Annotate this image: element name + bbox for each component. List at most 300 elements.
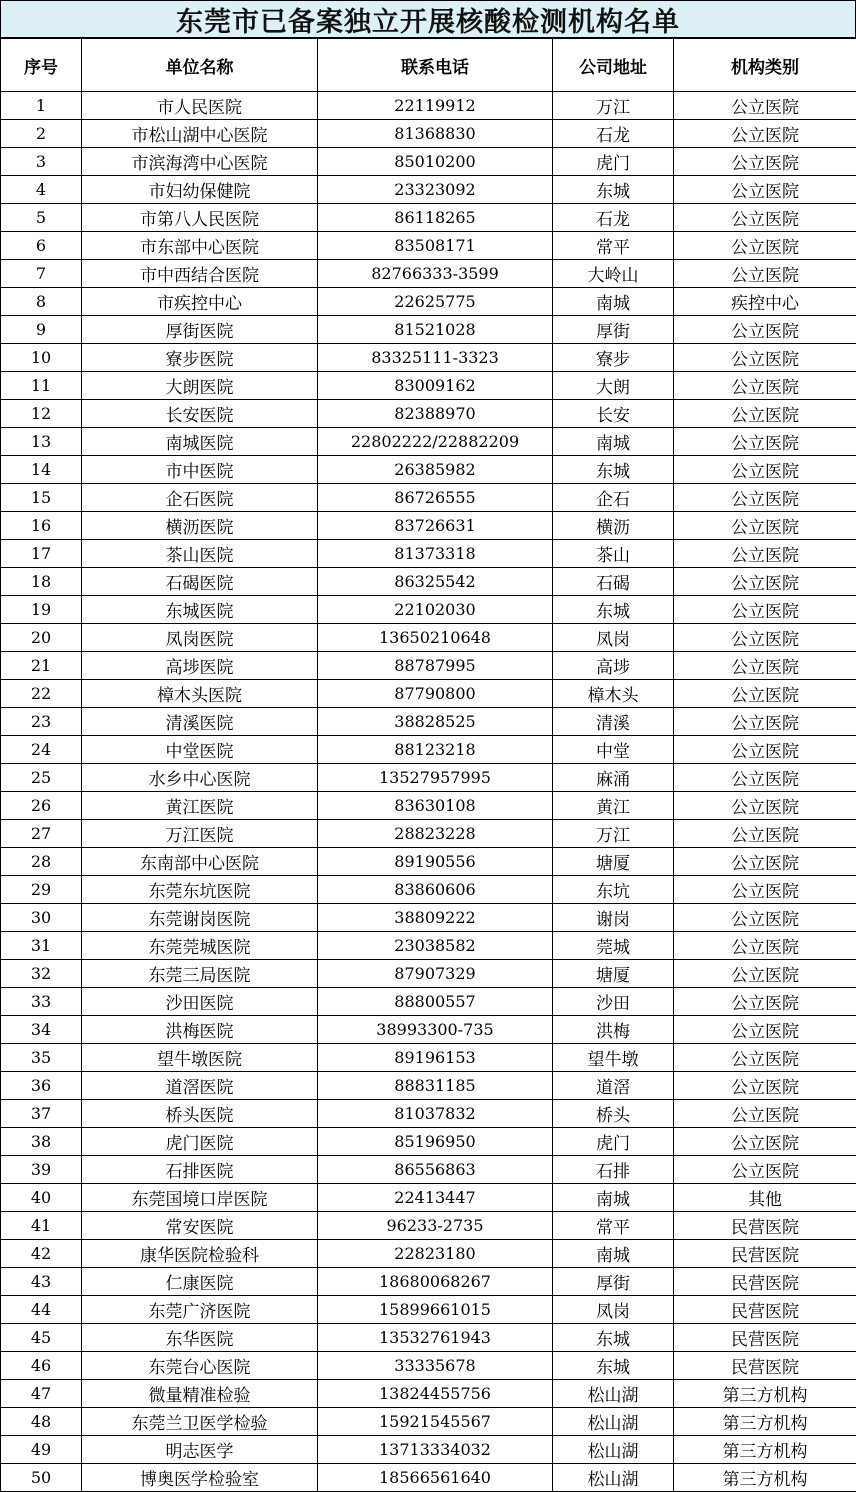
cell-index: 29 — [1, 876, 82, 904]
table-row — [1, 820, 856, 848]
cell-unit-name: 东莞三局医院 — [82, 960, 318, 988]
cell-category: 公立医院 — [674, 1100, 856, 1128]
cell-index: 35 — [1, 1044, 82, 1072]
cell-address: 茶山 — [553, 540, 674, 568]
cell-category: 第三方机构 — [674, 1380, 856, 1408]
cell-unit-name: 博奥医学检验室 — [82, 1464, 318, 1492]
table-row — [1, 92, 856, 120]
table-row — [1, 1464, 856, 1492]
cell-address: 石龙 — [553, 204, 674, 232]
cell-unit-name: 石排医院 — [82, 1156, 318, 1184]
page-title: 东莞市已备案独立开展核酸检测机构名单 — [0, 0, 856, 38]
cell-phone: 23038582 — [318, 932, 553, 960]
cell-index: 6 — [1, 232, 82, 260]
cell-unit-name: 樟木头医院 — [82, 680, 318, 708]
cell-phone: 38993300-735 — [318, 1016, 553, 1044]
cell-phone: 28823228 — [318, 820, 553, 848]
cell-unit-name: 市第八人民医院 — [82, 204, 318, 232]
cell-index: 24 — [1, 736, 82, 764]
cell-phone: 33335678 — [318, 1352, 553, 1380]
cell-unit-name: 水乡中心医院 — [82, 764, 318, 792]
cell-address: 长安 — [553, 400, 674, 428]
cell-index: 8 — [1, 288, 82, 316]
cell-address: 大岭山 — [553, 260, 674, 288]
cell-phone: 22802222/22882209 — [318, 428, 553, 456]
table-row — [1, 176, 856, 204]
cell-category: 公立医院 — [674, 1072, 856, 1100]
cell-index: 32 — [1, 960, 82, 988]
cell-phone: 88800557 — [318, 988, 553, 1016]
cell-address: 东城 — [553, 596, 674, 624]
cell-unit-name: 沙田医院 — [82, 988, 318, 1016]
table-row — [1, 596, 856, 624]
table-row — [1, 652, 856, 680]
cell-address: 道滘 — [553, 1072, 674, 1100]
cell-phone: 22413447 — [318, 1184, 553, 1212]
cell-category: 公立医院 — [674, 484, 856, 512]
cell-address: 松山湖 — [553, 1408, 674, 1436]
table-row — [1, 372, 856, 400]
cell-address: 大朗 — [553, 372, 674, 400]
cell-category: 公立医院 — [674, 92, 856, 120]
cell-unit-name: 康华医院检验科 — [82, 1240, 318, 1268]
cell-unit-name: 市人民医院 — [82, 92, 318, 120]
cell-phone: 89196153 — [318, 1044, 553, 1072]
cell-category: 公立医院 — [674, 1156, 856, 1184]
table-row — [1, 1044, 856, 1072]
cell-category: 公立医院 — [674, 848, 856, 876]
cell-index: 4 — [1, 176, 82, 204]
cell-phone: 83630108 — [318, 792, 553, 820]
cell-address: 石龙 — [553, 120, 674, 148]
cell-index: 44 — [1, 1296, 82, 1324]
cell-address: 石碣 — [553, 568, 674, 596]
cell-address: 麻涌 — [553, 764, 674, 792]
cell-index: 38 — [1, 1128, 82, 1156]
cell-phone: 88787995 — [318, 652, 553, 680]
table-row — [1, 1212, 856, 1240]
cell-category: 公立医院 — [674, 372, 856, 400]
cell-unit-name: 东莞兰卫医学检验 — [82, 1408, 318, 1436]
cell-address: 谢岗 — [553, 904, 674, 932]
cell-phone: 86726555 — [318, 484, 553, 512]
table-row — [1, 120, 856, 148]
table-row — [1, 456, 856, 484]
cell-index: 5 — [1, 204, 82, 232]
cell-unit-name: 常安医院 — [82, 1212, 318, 1240]
table-row — [1, 1072, 856, 1100]
table-row — [1, 932, 856, 960]
table-row — [1, 204, 856, 232]
table-row — [1, 540, 856, 568]
header-address: 公司地址 — [553, 39, 674, 92]
table-row — [1, 484, 856, 512]
cell-unit-name: 南城医院 — [82, 428, 318, 456]
table-row — [1, 1380, 856, 1408]
cell-category: 公立医院 — [674, 876, 856, 904]
cell-category: 民营医院 — [674, 1240, 856, 1268]
table-row — [1, 1324, 856, 1352]
table-row — [1, 1352, 856, 1380]
cell-phone: 83009162 — [318, 372, 553, 400]
cell-category: 公立医院 — [674, 820, 856, 848]
table-row — [1, 400, 856, 428]
cell-address: 凤岗 — [553, 1296, 674, 1324]
cell-unit-name: 茶山医院 — [82, 540, 318, 568]
cell-address: 凤岗 — [553, 624, 674, 652]
cell-index: 26 — [1, 792, 82, 820]
table-row — [1, 1240, 856, 1268]
table-row — [1, 428, 856, 456]
cell-category: 民营医院 — [674, 1352, 856, 1380]
table-row — [1, 1268, 856, 1296]
table-row — [1, 344, 856, 372]
cell-phone: 83325111-3323 — [318, 344, 553, 372]
cell-address: 南城 — [553, 288, 674, 316]
cell-index: 39 — [1, 1156, 82, 1184]
cell-index: 16 — [1, 512, 82, 540]
cell-category: 公立医院 — [674, 204, 856, 232]
cell-unit-name: 市松山湖中心医院 — [82, 120, 318, 148]
cell-phone: 13713334032 — [318, 1436, 553, 1464]
cell-unit-name: 东莞莞城医院 — [82, 932, 318, 960]
cell-index: 15 — [1, 484, 82, 512]
cell-category: 第三方机构 — [674, 1464, 856, 1492]
cell-index: 34 — [1, 1016, 82, 1044]
cell-phone: 89190556 — [318, 848, 553, 876]
table-row — [1, 764, 856, 792]
cell-phone: 96233-2735 — [318, 1212, 553, 1240]
cell-unit-name: 虎门医院 — [82, 1128, 318, 1156]
cell-address: 东城 — [553, 456, 674, 484]
institution-table — [0, 38, 856, 1492]
header-phone: 联系电话 — [318, 39, 553, 92]
cell-phone: 81373318 — [318, 540, 553, 568]
cell-category: 公立医院 — [674, 904, 856, 932]
table-row — [1, 232, 856, 260]
cell-phone: 15899661015 — [318, 1296, 553, 1324]
cell-unit-name: 市东部中心医院 — [82, 232, 318, 260]
cell-unit-name: 东华医院 — [82, 1324, 318, 1352]
cell-category: 公立医院 — [674, 540, 856, 568]
cell-address: 樟木头 — [553, 680, 674, 708]
cell-category: 第三方机构 — [674, 1408, 856, 1436]
cell-unit-name: 万江医院 — [82, 820, 318, 848]
cell-phone: 87790800 — [318, 680, 553, 708]
cell-category: 民营医院 — [674, 1296, 856, 1324]
cell-phone: 85196950 — [318, 1128, 553, 1156]
cell-phone: 22823180 — [318, 1240, 553, 1268]
cell-index: 10 — [1, 344, 82, 372]
cell-phone: 83860606 — [318, 876, 553, 904]
cell-category: 公立医院 — [674, 232, 856, 260]
table-row — [1, 260, 856, 288]
cell-unit-name: 洪梅医院 — [82, 1016, 318, 1044]
cell-category: 公立医院 — [674, 652, 856, 680]
cell-index: 47 — [1, 1380, 82, 1408]
cell-address: 中堂 — [553, 736, 674, 764]
cell-index: 1 — [1, 92, 82, 120]
cell-address: 万江 — [553, 820, 674, 848]
cell-address: 沙田 — [553, 988, 674, 1016]
cell-category: 公立医院 — [674, 568, 856, 596]
cell-unit-name: 清溪医院 — [82, 708, 318, 736]
header-index: 序号 — [1, 39, 82, 92]
cell-address: 虎门 — [553, 148, 674, 176]
cell-category: 公立医院 — [674, 428, 856, 456]
cell-phone: 23323092 — [318, 176, 553, 204]
cell-index: 2 — [1, 120, 82, 148]
cell-category: 公立医院 — [674, 344, 856, 372]
table-row — [1, 624, 856, 652]
cell-unit-name: 仁康医院 — [82, 1268, 318, 1296]
cell-address: 南城 — [553, 1184, 674, 1212]
cell-address: 寮步 — [553, 344, 674, 372]
cell-phone: 26385982 — [318, 456, 553, 484]
cell-category: 公立医院 — [674, 400, 856, 428]
cell-unit-name: 东南部中心医院 — [82, 848, 318, 876]
cell-category: 民营医院 — [674, 1212, 856, 1240]
cell-category: 公立医院 — [674, 792, 856, 820]
cell-unit-name: 市中医院 — [82, 456, 318, 484]
table-header-row — [1, 39, 856, 92]
cell-address: 塘厦 — [553, 848, 674, 876]
cell-phone: 82388970 — [318, 400, 553, 428]
cell-index: 27 — [1, 820, 82, 848]
cell-unit-name: 市滨海湾中心医院 — [82, 148, 318, 176]
cell-category: 公立医院 — [674, 932, 856, 960]
cell-category: 疾控中心 — [674, 288, 856, 316]
cell-index: 3 — [1, 148, 82, 176]
table-body — [1, 92, 856, 1492]
cell-address: 常平 — [553, 232, 674, 260]
table-row — [1, 1128, 856, 1156]
cell-phone: 13532761943 — [318, 1324, 553, 1352]
cell-index: 14 — [1, 456, 82, 484]
table-row — [1, 288, 856, 316]
cell-unit-name: 大朗医院 — [82, 372, 318, 400]
table-row — [1, 792, 856, 820]
cell-unit-name: 黄江医院 — [82, 792, 318, 820]
cell-address: 松山湖 — [553, 1380, 674, 1408]
cell-phone: 81037832 — [318, 1100, 553, 1128]
table-row — [1, 1100, 856, 1128]
cell-phone: 15921545567 — [318, 1408, 553, 1436]
table-row — [1, 512, 856, 540]
cell-unit-name: 道滘医院 — [82, 1072, 318, 1100]
cell-category: 公立医院 — [674, 512, 856, 540]
header-unit-name: 单位名称 — [82, 39, 318, 92]
cell-address: 东城 — [553, 1352, 674, 1380]
cell-address: 虎门 — [553, 1128, 674, 1156]
table-row — [1, 1156, 856, 1184]
table-row — [1, 1408, 856, 1436]
cell-address: 厚街 — [553, 316, 674, 344]
cell-phone: 22625775 — [318, 288, 553, 316]
cell-unit-name: 东城医院 — [82, 596, 318, 624]
cell-index: 41 — [1, 1212, 82, 1240]
table-row — [1, 988, 856, 1016]
cell-unit-name: 东莞台心医院 — [82, 1352, 318, 1380]
cell-unit-name: 东莞东坑医院 — [82, 876, 318, 904]
table-row — [1, 1184, 856, 1212]
table-row — [1, 148, 856, 176]
cell-unit-name: 市疾控中心 — [82, 288, 318, 316]
cell-index: 37 — [1, 1100, 82, 1128]
cell-address: 望牛墩 — [553, 1044, 674, 1072]
cell-phone: 18680068267 — [318, 1268, 553, 1296]
cell-index: 9 — [1, 316, 82, 344]
cell-index: 31 — [1, 932, 82, 960]
cell-address: 东城 — [553, 1324, 674, 1352]
cell-category: 公立医院 — [674, 1016, 856, 1044]
cell-address: 南城 — [553, 1240, 674, 1268]
cell-address: 清溪 — [553, 708, 674, 736]
cell-address: 厚街 — [553, 1268, 674, 1296]
cell-phone: 83508171 — [318, 232, 553, 260]
cell-index: 22 — [1, 680, 82, 708]
cell-unit-name: 望牛墩医院 — [82, 1044, 318, 1072]
cell-unit-name: 横沥医院 — [82, 512, 318, 540]
cell-index: 21 — [1, 652, 82, 680]
cell-index: 43 — [1, 1268, 82, 1296]
table-row — [1, 680, 856, 708]
cell-index: 18 — [1, 568, 82, 596]
cell-category: 公立医院 — [674, 260, 856, 288]
cell-index: 12 — [1, 400, 82, 428]
cell-index: 49 — [1, 1436, 82, 1464]
cell-phone: 18566561640 — [318, 1464, 553, 1492]
cell-category: 公立医院 — [674, 736, 856, 764]
cell-address: 高埗 — [553, 652, 674, 680]
cell-address: 莞城 — [553, 932, 674, 960]
cell-unit-name: 东莞谢岗医院 — [82, 904, 318, 932]
cell-category: 公立医院 — [674, 960, 856, 988]
table-row — [1, 708, 856, 736]
cell-index: 45 — [1, 1324, 82, 1352]
cell-unit-name: 明志医学 — [82, 1436, 318, 1464]
cell-phone: 86118265 — [318, 204, 553, 232]
cell-unit-name: 厚街医院 — [82, 316, 318, 344]
cell-unit-name: 东莞广济医院 — [82, 1296, 318, 1324]
cell-phone: 13527957995 — [318, 764, 553, 792]
cell-phone: 83726631 — [318, 512, 553, 540]
cell-category: 民营医院 — [674, 1268, 856, 1296]
table-row — [1, 316, 856, 344]
cell-category: 公立医院 — [674, 456, 856, 484]
table-row — [1, 736, 856, 764]
cell-category: 公立医院 — [674, 680, 856, 708]
cell-phone: 88831185 — [318, 1072, 553, 1100]
cell-category: 公立医院 — [674, 176, 856, 204]
cell-unit-name: 石碣医院 — [82, 568, 318, 596]
cell-category: 公立医院 — [674, 988, 856, 1016]
cell-index: 33 — [1, 988, 82, 1016]
cell-unit-name: 长安医院 — [82, 400, 318, 428]
cell-index: 17 — [1, 540, 82, 568]
cell-address: 塘厦 — [553, 960, 674, 988]
cell-index: 28 — [1, 848, 82, 876]
table-row — [1, 1296, 856, 1324]
cell-category: 第三方机构 — [674, 1436, 856, 1464]
table-row — [1, 1436, 856, 1464]
cell-index: 40 — [1, 1184, 82, 1212]
header-category: 机构类别 — [674, 39, 856, 92]
cell-phone: 82766333-3599 — [318, 260, 553, 288]
cell-index: 42 — [1, 1240, 82, 1268]
cell-address: 东坑 — [553, 876, 674, 904]
table-row — [1, 1016, 856, 1044]
cell-phone: 13824455756 — [318, 1380, 553, 1408]
table-row — [1, 568, 856, 596]
cell-address: 石排 — [553, 1156, 674, 1184]
cell-category: 民营医院 — [674, 1324, 856, 1352]
cell-phone: 86556863 — [318, 1156, 553, 1184]
cell-index: 25 — [1, 764, 82, 792]
cell-index: 23 — [1, 708, 82, 736]
cell-category: 公立医院 — [674, 1128, 856, 1156]
cell-index: 7 — [1, 260, 82, 288]
cell-index: 13 — [1, 428, 82, 456]
cell-phone: 81368830 — [318, 120, 553, 148]
cell-index: 48 — [1, 1408, 82, 1436]
cell-unit-name: 市妇幼保健院 — [82, 176, 318, 204]
cell-address: 常平 — [553, 1212, 674, 1240]
cell-unit-name: 寮步医院 — [82, 344, 318, 372]
table-row — [1, 904, 856, 932]
cell-phone: 87907329 — [318, 960, 553, 988]
cell-unit-name: 企石医院 — [82, 484, 318, 512]
cell-address: 东城 — [553, 176, 674, 204]
cell-phone: 85010200 — [318, 148, 553, 176]
cell-index: 50 — [1, 1464, 82, 1492]
cell-category: 公立医院 — [674, 120, 856, 148]
cell-index: 36 — [1, 1072, 82, 1100]
cell-category: 公立医院 — [674, 316, 856, 344]
cell-index: 19 — [1, 596, 82, 624]
cell-address: 万江 — [553, 92, 674, 120]
cell-unit-name: 中堂医院 — [82, 736, 318, 764]
cell-phone: 88123218 — [318, 736, 553, 764]
cell-category: 其他 — [674, 1184, 856, 1212]
cell-address: 横沥 — [553, 512, 674, 540]
cell-phone: 38828525 — [318, 708, 553, 736]
cell-phone: 86325542 — [318, 568, 553, 596]
table-row — [1, 848, 856, 876]
cell-unit-name: 桥头医院 — [82, 1100, 318, 1128]
cell-phone: 38809222 — [318, 904, 553, 932]
cell-address: 松山湖 — [553, 1464, 674, 1492]
cell-unit-name: 凤岗医院 — [82, 624, 318, 652]
cell-phone: 81521028 — [318, 316, 553, 344]
cell-unit-name: 市中西结合医院 — [82, 260, 318, 288]
cell-address: 洪梅 — [553, 1016, 674, 1044]
cell-index: 11 — [1, 372, 82, 400]
cell-address: 松山湖 — [553, 1436, 674, 1464]
table-row — [1, 876, 856, 904]
cell-index: 20 — [1, 624, 82, 652]
cell-address: 企石 — [553, 484, 674, 512]
cell-category: 公立医院 — [674, 1044, 856, 1072]
cell-phone: 13650210648 — [318, 624, 553, 652]
table-row — [1, 960, 856, 988]
cell-category: 公立医院 — [674, 764, 856, 792]
cell-category: 公立医院 — [674, 708, 856, 736]
cell-phone: 22119912 — [318, 92, 553, 120]
cell-unit-name: 高埗医院 — [82, 652, 318, 680]
cell-category: 公立医院 — [674, 596, 856, 624]
cell-index: 46 — [1, 1352, 82, 1380]
